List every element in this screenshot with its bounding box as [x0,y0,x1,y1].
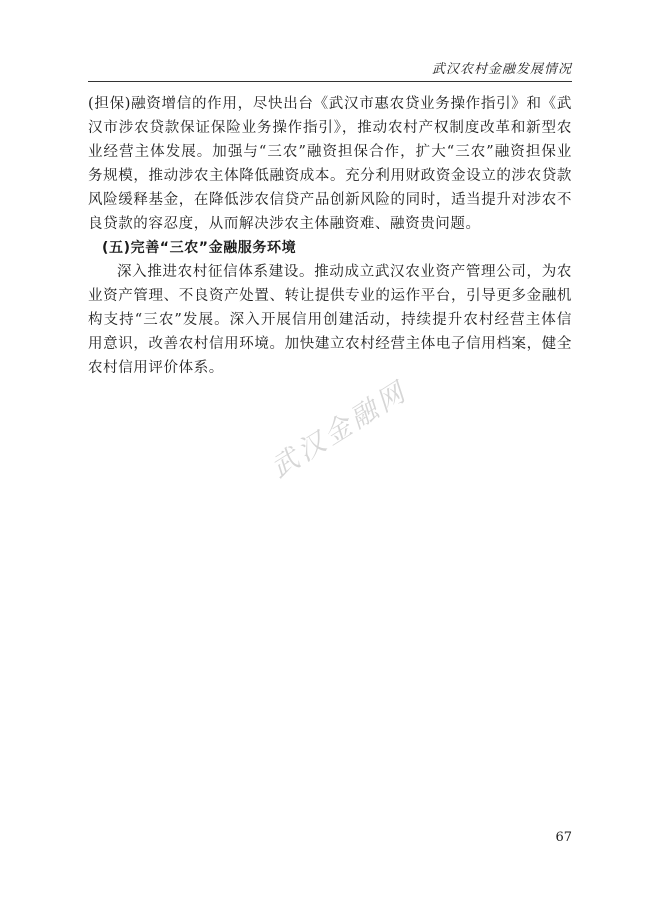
watermark: 武汉金融网 [265,375,414,485]
running-header: 武汉农村金融发展情况 [431,62,572,77]
paragraph-continuation: (担保)融资增信的作用，尽快出台《武汉市惠农贷业务操作指引》和《武汉市涉农贷款保证保险业务操作指引》，推动农村产权制度改革和新型农业经营主体发展。加强与“三农”融资担保合作，扩大“三农”融资担保业务规模，推动涉农主体降低融资成本。充分利用财政资金设立的涉农贷款风险缓释基金，在降低涉农信贷产品创新风险的同时，适当提升对涉农不良贷款的容忍度，从而解决涉农主体融资难、融资贵问题。 [88,96,572,232]
header-rule [88,81,572,82]
section-heading: (五)完善“三农”金融服务环境 [102,240,297,256]
paragraph-credit-system: 深入推进农村征信体系建设。推动成立武汉农业资产管理公司，为农业资产管理、不良资产处置、转让提供专业的运作平台，引导更多金融机构支持“三农”发展。深入开展信用创建活动，持续提升农村经营主体信用意识，改善农村信用环境。加快建立农村经营主体电子信用档案，健全农村信用评价体系。 [88,264,572,376]
body-text [88,92,572,380]
page-number: 67 [555,830,572,845]
